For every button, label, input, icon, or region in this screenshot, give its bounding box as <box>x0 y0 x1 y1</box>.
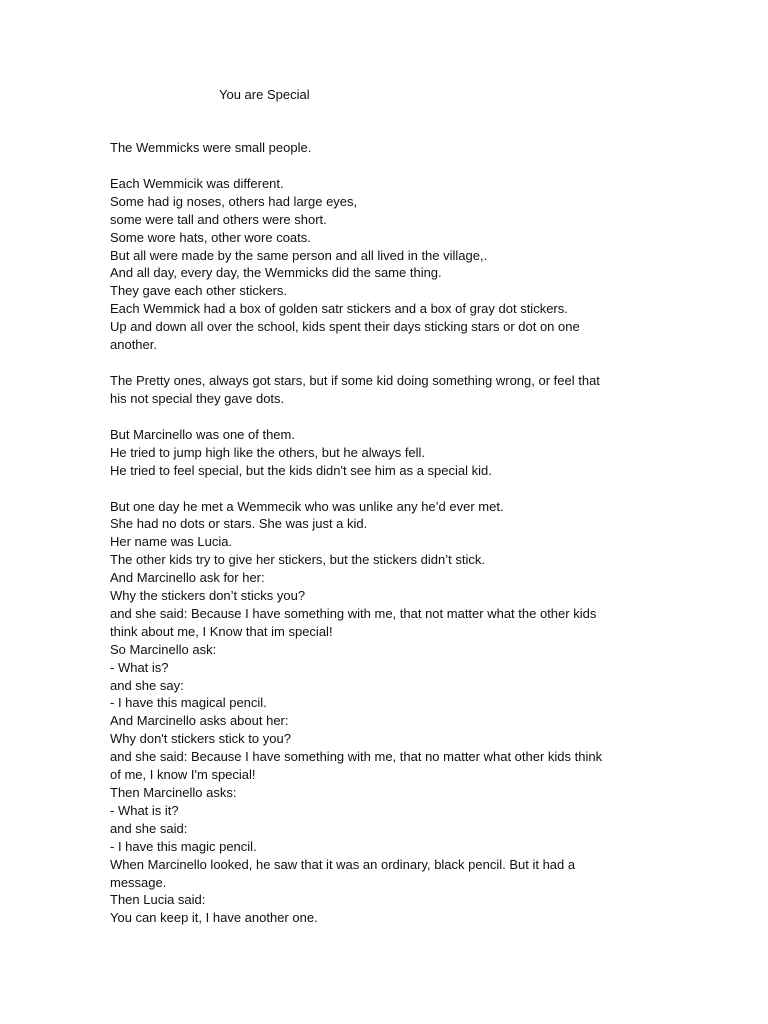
text-line: But Marcinello was one of them. <box>110 426 295 442</box>
text-line: and she said: Because I have something with me, that no matter what other kids think <box>110 749 603 765</box>
text-line: And Marcinello asks about her: <box>110 713 289 729</box>
paragraph <box>110 426 655 480</box>
text-line: think about me, I Know that im special! <box>110 623 333 639</box>
text-line: - I have this magical pencil. <box>110 695 267 711</box>
text-line: and she said: Because I have something with me, that not matter what the other kids <box>110 605 597 621</box>
text-line: Then Marcinello asks: <box>110 785 237 800</box>
paragraph <box>110 139 655 157</box>
text-line: Some had ig noses, others had large eyes, <box>110 193 358 209</box>
text-line: Her name was Lucia. <box>110 534 233 550</box>
text-line: Each Wemmicik was different. <box>110 175 284 191</box>
text-line: and she say: <box>110 677 184 693</box>
text-line: You can keep it, I have another one. <box>110 910 318 926</box>
text-line: - What is? <box>110 659 169 675</box>
paragraph <box>110 372 655 408</box>
paragraph <box>110 175 655 354</box>
text-line: Up and down all over the school, kids spent their days sticking stars or dot on one <box>110 319 580 335</box>
text-line: He tried to feel special, but the kids didn't see him as a special kid. <box>110 462 492 478</box>
text-line: message. <box>110 874 167 890</box>
text-line: Then Lucia said: <box>110 892 206 908</box>
text-line: They gave each other stickers. <box>110 283 288 299</box>
text-line: And all day, every day, the Wemmicks did the same thing. <box>110 265 442 281</box>
text-line: The other kids try to give her stickers, but the stickers didn’t stick. <box>110 552 485 568</box>
text-line: Why the stickers don’t sticks you? <box>110 588 306 604</box>
text-line: and she said: <box>110 820 188 836</box>
text-line: But all were made by the same person and all lived in the village,. <box>110 247 488 263</box>
document-title: You are Special <box>219 87 310 102</box>
text-line: So Marcinello ask: <box>110 641 217 657</box>
text-line: of me, I know I'm special! <box>110 767 256 783</box>
text-line: He tried to jump high like the others, but he always fell. <box>110 444 426 460</box>
text-line: some were tall and others were short. <box>110 211 327 227</box>
text-line: She had no dots or stars. She was just a kid. <box>110 516 368 532</box>
paragraph <box>110 498 655 928</box>
text-line: Each Wemmick had a box of golden satr stickers and a box of gray dot stickers. <box>110 301 568 317</box>
text-line: - I have this magic pencil. <box>110 838 257 854</box>
text-line: And Marcinello ask for her: <box>110 570 265 586</box>
text-line: his not special they gave dots. <box>110 390 285 406</box>
text-line: - What is it? <box>110 802 179 818</box>
text-line: Why don't stickers stick to you? <box>110 731 291 747</box>
text-line: Some wore hats, other wore coats. <box>110 229 311 245</box>
text-line: The Pretty ones, always got stars, but if some kid doing something wrong, or feel that <box>110 372 600 388</box>
document-body <box>110 139 655 945</box>
text-line: When Marcinello looked, he saw that it was an ordinary, black pencil. But it had a <box>110 856 576 872</box>
text-line: The Wemmicks were small people. <box>110 140 312 155</box>
text-line: another. <box>110 337 157 353</box>
text-line: But one day he met a Wemmecik who was unlike any he’d ever met. <box>110 498 504 514</box>
